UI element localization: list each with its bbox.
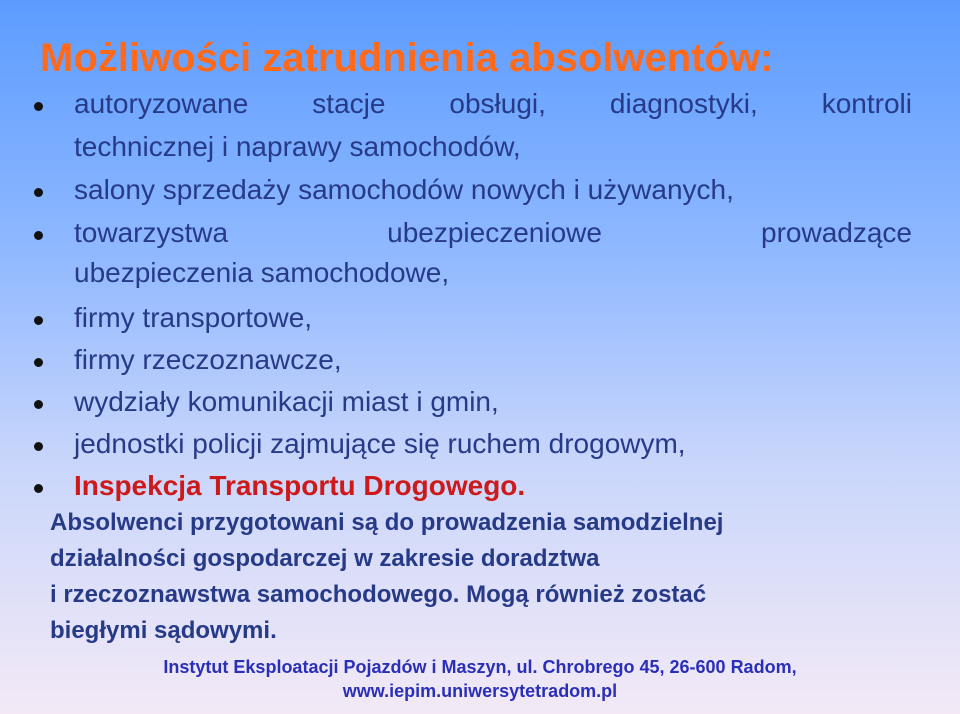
slide-title: Możliwości zatrudnienia absolwentów: [40, 36, 774, 80]
bullet-text: wydziały komunikacji miast i gmin, [74, 386, 499, 417]
bullet-text: salony sprzedaży samochodów nowych i używanych, [74, 174, 734, 205]
bullet-dot-icon [34, 231, 43, 240]
paragraph-line: biegłymi sądowymi. [50, 617, 277, 644]
bullet-text: technicznej i naprawy samochodów, [74, 131, 521, 162]
graduate-paragraph [50, 505, 723, 649]
footer-website-link[interactable]: www.iepim.uniwersytetradom.pl [342, 681, 618, 701]
footer [0, 655, 960, 703]
bullet-text: firmy transportowe, [74, 302, 313, 333]
bullet-dot-icon [34, 484, 43, 493]
bullet-dot-icon [34, 400, 43, 409]
bullet-text: firmy rzeczoznawcze, [74, 344, 342, 375]
paragraph-line: działalności gospodarczej w zakresie doradztwa [50, 545, 600, 572]
bullet-dot-icon [34, 102, 43, 111]
bullet-text: jednostki policji zajmujące się ruchem drogowym, [74, 428, 686, 459]
bullet-text: towarzystwa ubezpieczeniowe prowadzące [74, 217, 912, 248]
bullet-dot-icon [34, 316, 43, 325]
footer-address: Instytut Eksploatacji Pojazdów i Maszyn, ul. Chrobrego 45, 26-600 Radom, [163, 657, 797, 677]
bullet-dot-icon [34, 188, 43, 197]
bullet-dot-icon [34, 358, 43, 367]
bullet-dot-icon [34, 442, 43, 451]
bullet-text: Inspekcja Transportu Drogowego. [74, 470, 526, 501]
bullet-text: ubezpieczenia samochodowe, [74, 257, 450, 288]
paragraph-line: i rzeczoznawstwa samochodowego. Mogą również zostać [50, 581, 707, 608]
bullet-text: autoryzowane stacje obsługi, diagnostyki, kontroli [74, 88, 912, 119]
paragraph-line: Absolwenci przygotowani są do prowadzenia samodzielnej [50, 509, 724, 536]
